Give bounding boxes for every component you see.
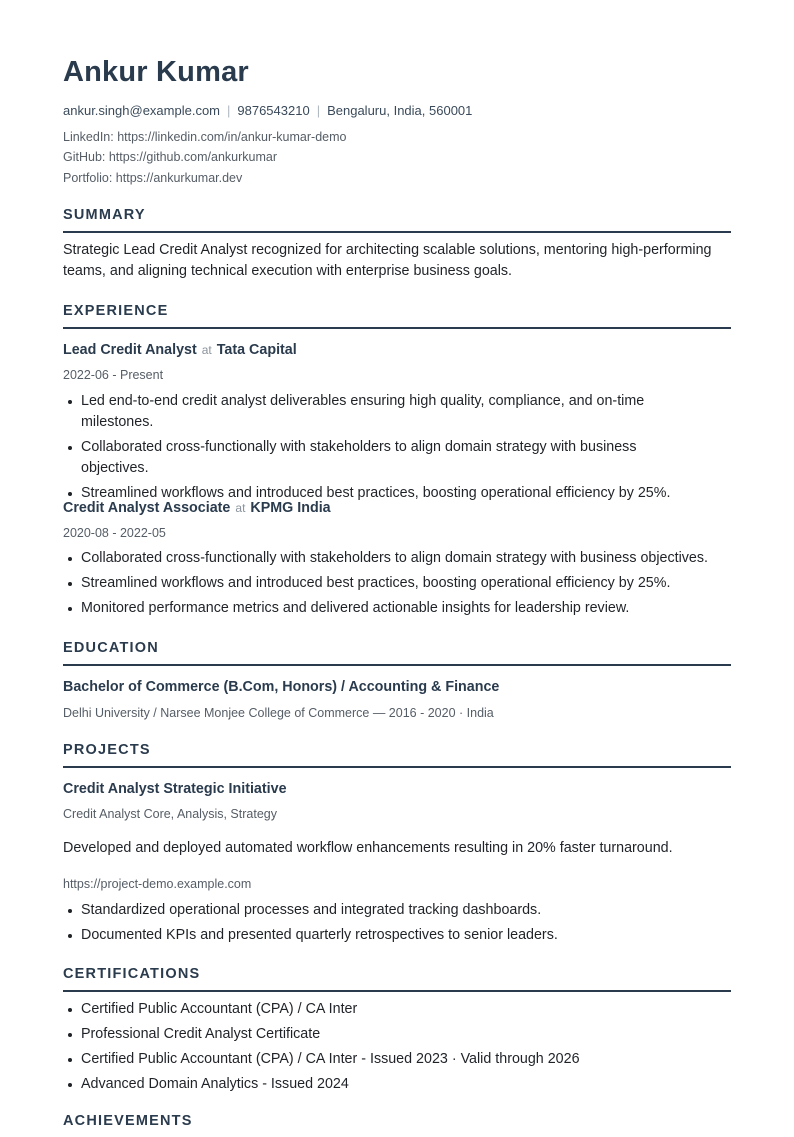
list-item: Standardized operational processes and integrated tracking dashboards.	[63, 900, 731, 921]
phone-number: 9876543210	[237, 103, 310, 118]
list-item: Documented KPIs and presented quarterly retrospectives to senior leaders.	[63, 925, 731, 946]
section-title-achievements: ACHIEVEMENTS	[63, 1113, 193, 1129]
project-bullets	[63, 900, 731, 950]
job-bullets	[63, 548, 731, 623]
section-title-summary: SUMMARY	[63, 207, 731, 233]
list-item: Advanced Domain Analytics - Issued 2024	[63, 1074, 731, 1095]
list-item: Led end-to-end credit analyst deliverables ensuring high quality, compliance, and on-time milestones.	[63, 391, 683, 433]
location: Bengaluru, India, 560001	[327, 103, 473, 118]
section-title-experience: EXPERIENCE	[63, 303, 731, 329]
job-title	[63, 342, 297, 358]
separator: |	[316, 103, 321, 118]
degree-title: Bachelor of Commerce (B.Com, Honors) / Accounting & Finance	[63, 679, 500, 695]
job-title	[63, 500, 331, 516]
education-details: Delhi University / Narsee Monjee College of Commerce — 2016 - 2020 · India	[63, 706, 494, 720]
list-item: Certified Public Accountant (CPA) / CA Inter - Issued 2023 · Valid through 2026	[63, 1049, 731, 1070]
summary-text: Strategic Lead Credit Analyst recognized for architecting scalable solutions, mentoring high-performing teams, and aligning technical execution with enterprise business goals.	[63, 242, 712, 279]
job-company: Tata Capital	[216, 342, 297, 358]
list-item: Collaborated cross-functionally with stakeholders to align domain strategy with business objectives.	[63, 437, 683, 479]
list-item: Collaborated cross-functionally with stakeholders to align domain strategy with business objectives.	[63, 548, 731, 569]
job-dates: 2020-08 - 2022-05	[63, 526, 166, 540]
section-title-education: EDUCATION	[63, 640, 731, 666]
candidate-name: Ankur Kumar	[63, 56, 249, 88]
at-label: at	[235, 501, 246, 515]
project-tags: Credit Analyst Core, Analysis, Strategy	[63, 807, 277, 821]
list-item: Monitored performance metrics and delivered actionable insights for leadership review.	[63, 598, 731, 619]
portfolio-link[interactable]: Portfolio: https://ankurkumar.dev	[63, 171, 243, 185]
job-company: KPMG India	[250, 500, 331, 516]
section-title-projects: PROJECTS	[63, 742, 731, 768]
email-link[interactable]: ankur.singh@example.com	[63, 103, 220, 118]
list-item: Streamlined workflows and introduced best practices, boosting operational efficiency by 25%.	[63, 483, 683, 504]
certification-list	[63, 999, 731, 1099]
job-bullets	[63, 391, 683, 508]
linkedin-link[interactable]: LinkedIn: https://linkedin.com/in/ankur-kumar-demo	[63, 130, 347, 144]
job-dates: 2022-06 - Present	[63, 368, 164, 382]
list-item: Streamlined workflows and introduced best practices, boosting operational efficiency by 25%.	[63, 573, 731, 594]
contact-row	[63, 103, 472, 118]
project-name: Credit Analyst Strategic Initiative	[63, 781, 287, 797]
github-link[interactable]: GitHub: https://github.com/ankurkumar	[63, 150, 277, 164]
separator: |	[227, 103, 231, 118]
at-label: at	[201, 343, 212, 357]
job-role: Credit Analyst Associate	[63, 500, 231, 516]
project-description: Developed and deployed automated workflow enhancements resulting in 20% faster turnaround.	[63, 840, 673, 856]
section-title-certifications: CERTIFICATIONS	[63, 966, 731, 992]
list-item: Professional Credit Analyst Certificate	[63, 1024, 731, 1045]
job-role: Lead Credit Analyst	[63, 342, 197, 358]
list-item: Certified Public Accountant (CPA) / CA Inter	[63, 999, 731, 1020]
project-url[interactable]: https://project-demo.example.com	[63, 877, 252, 891]
